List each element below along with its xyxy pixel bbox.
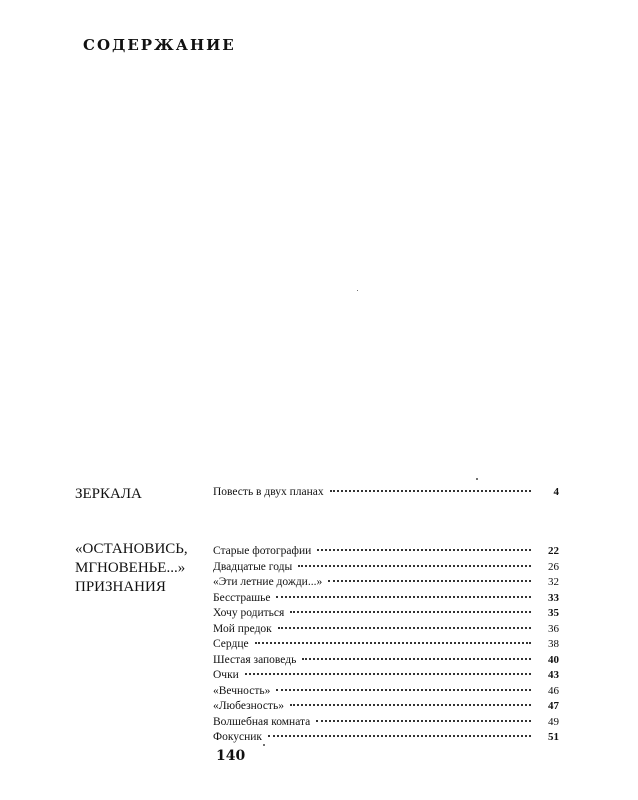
toc-entry [213,669,559,685]
toc-entry-title: Мой предок [213,622,272,635]
toc-entry-page: 26 [548,560,559,573]
toc-entry [213,716,559,732]
section-title-line: ПРИЗНАНИЯ [75,579,166,595]
dot-leader [276,596,531,598]
toc-entry-page: 22 [548,545,559,557]
toc-entry [213,592,559,608]
dot-leader [278,627,531,629]
toc-entry [213,561,559,577]
toc-entry-title: Очки [213,669,239,681]
toc-entry-page: 35 [548,607,559,619]
dot-leader [330,490,531,492]
section-title-line: ЗЕРКАЛА [75,486,142,502]
toc-entry-page: 33 [548,591,559,604]
toc-section-2 [213,545,559,747]
dot-leader [276,689,531,691]
toc-entry [213,700,559,716]
dot-leader [298,565,531,567]
toc-section-1 [213,486,559,502]
dot-leader [317,549,531,551]
toc-entry-page: 38 [548,638,559,650]
toc-entry-title: Повесть в двух планах [213,486,324,498]
toc-entry-title: Шестая заповедь [213,653,297,666]
toc-entry [213,654,559,670]
toc-entry [213,576,559,592]
toc-entry [213,638,559,654]
toc-entry-title: Двадцатые годы [213,560,293,573]
toc-entry-page: 40 [548,653,559,666]
toc-entry-title: «Вечность» [213,684,271,697]
dot-leader [245,673,531,675]
toc-entry-title: Хочу родиться [213,607,285,619]
toc-entry-title: Сердце [213,638,249,650]
toc-entry-title: Фокусник [213,731,263,743]
toc-entry-page: 4 [553,486,559,498]
toc-entry-page: 49 [548,715,559,728]
dot-leader [268,735,531,737]
dot-leader [316,720,531,722]
page-number: 140 [216,748,246,764]
toc-entry-page: 36 [548,622,559,635]
toc-entry-title: «Эти летние дожди...» [213,576,323,588]
toc-entry-title: Бесстрашье [213,591,271,604]
toc-entry [213,685,559,701]
scan-speck [357,290,358,291]
toc-entry-page: 43 [548,669,559,681]
toc-entry-title: «Любезность» [213,700,284,712]
dot-leader [328,580,531,582]
section-title-line: «ОСТАНОВИСЬ, [75,541,188,557]
toc-entry-page: 32 [548,576,559,588]
toc-entry [213,607,559,623]
toc-entry-title: Волшебная комната [213,715,311,728]
dot-leader [290,704,531,706]
section-title-line: МГНОВЕНЬЕ...» [75,560,186,576]
toc-entry-page: 47 [548,700,559,712]
toc-entry [213,545,559,561]
toc-entry-page: 51 [548,731,559,743]
scan-speck [263,744,265,746]
toc-entry [213,486,559,502]
section-title-zerkala [75,485,142,504]
section-title-ostanovis [75,540,205,597]
dot-leader [302,658,531,660]
page-heading: СОДЕРЖАНИЕ [83,36,236,54]
toc-entry-page: 46 [548,684,559,697]
scan-speck [476,478,478,480]
dot-leader [255,642,531,644]
toc-entry [213,623,559,639]
toc-entry-title: Старые фотографии [213,545,312,557]
dot-leader [290,611,531,613]
